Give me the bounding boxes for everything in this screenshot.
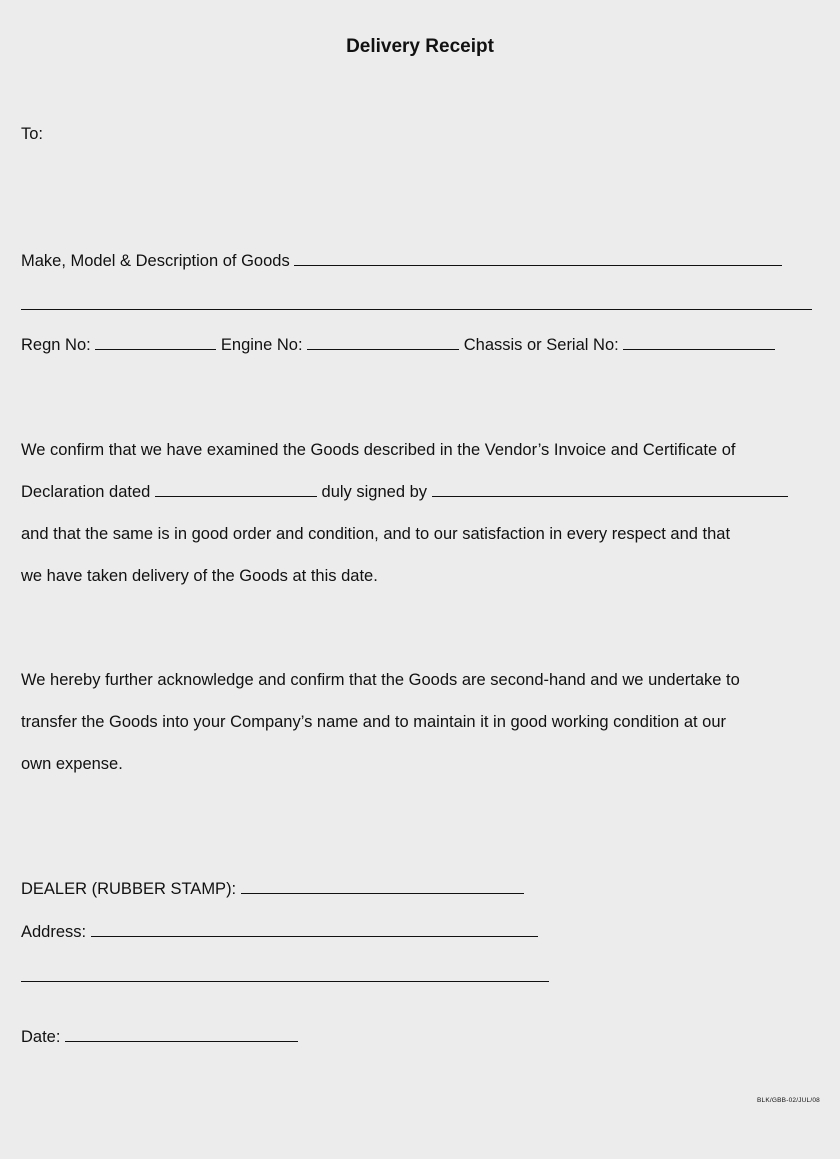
regn-label: Regn No: bbox=[21, 336, 91, 354]
address-row bbox=[21, 922, 538, 942]
date-row bbox=[21, 1027, 298, 1047]
to-label: To: bbox=[21, 125, 44, 143]
document-title: Delivery Receipt bbox=[346, 36, 494, 57]
para1-line1: We confirm that we have examined the Goods described in the Vendor’s Invoice and Certificate of bbox=[21, 441, 736, 459]
regn-no-field[interactable] bbox=[95, 335, 216, 350]
vehicle-numbers-row bbox=[21, 335, 775, 355]
para2-line1: We hereby further acknowledge and confirm that the Goods are second-hand and we undertake to bbox=[21, 671, 740, 689]
goods-label: Make, Model & Description of Goods bbox=[21, 252, 290, 270]
para1-line3: and that the same is in good order and condition, and to our satisfaction in every respect and that bbox=[21, 525, 731, 543]
engine-no-field[interactable] bbox=[307, 335, 459, 350]
declaration-dated-label: Declaration dated bbox=[21, 483, 151, 501]
address-field[interactable] bbox=[91, 922, 538, 937]
engine-label: Engine No: bbox=[220, 336, 303, 354]
date-label: Date: bbox=[21, 1028, 61, 1046]
address-field-line2[interactable] bbox=[21, 981, 549, 982]
signed-by-label: duly signed by bbox=[321, 483, 428, 501]
declaration-date-field[interactable] bbox=[155, 482, 317, 497]
address-label: Address: bbox=[21, 923, 87, 941]
para2-line3: own expense. bbox=[21, 755, 123, 773]
para1-line2 bbox=[21, 482, 788, 502]
goods-description-field-line2[interactable] bbox=[21, 309, 812, 310]
signed-by-field[interactable] bbox=[432, 482, 788, 497]
dealer-row bbox=[21, 879, 524, 899]
dealer-label: DEALER (RUBBER STAMP): bbox=[21, 880, 237, 898]
dealer-stamp-field[interactable] bbox=[241, 879, 524, 894]
chassis-label: Chassis or Serial No: bbox=[463, 336, 619, 354]
para2-line2: transfer the Goods into your Company’s name and to maintain it in good working condition at our bbox=[21, 713, 727, 731]
chassis-no-field[interactable] bbox=[623, 335, 775, 350]
goods-description-field[interactable] bbox=[294, 251, 782, 266]
para1-line4: we have taken delivery of the Goods at this date. bbox=[21, 567, 378, 585]
goods-row bbox=[21, 251, 782, 271]
date-field[interactable] bbox=[65, 1027, 298, 1042]
form-code: BLK/GBB-02/JUL/08 bbox=[756, 1097, 820, 1104]
